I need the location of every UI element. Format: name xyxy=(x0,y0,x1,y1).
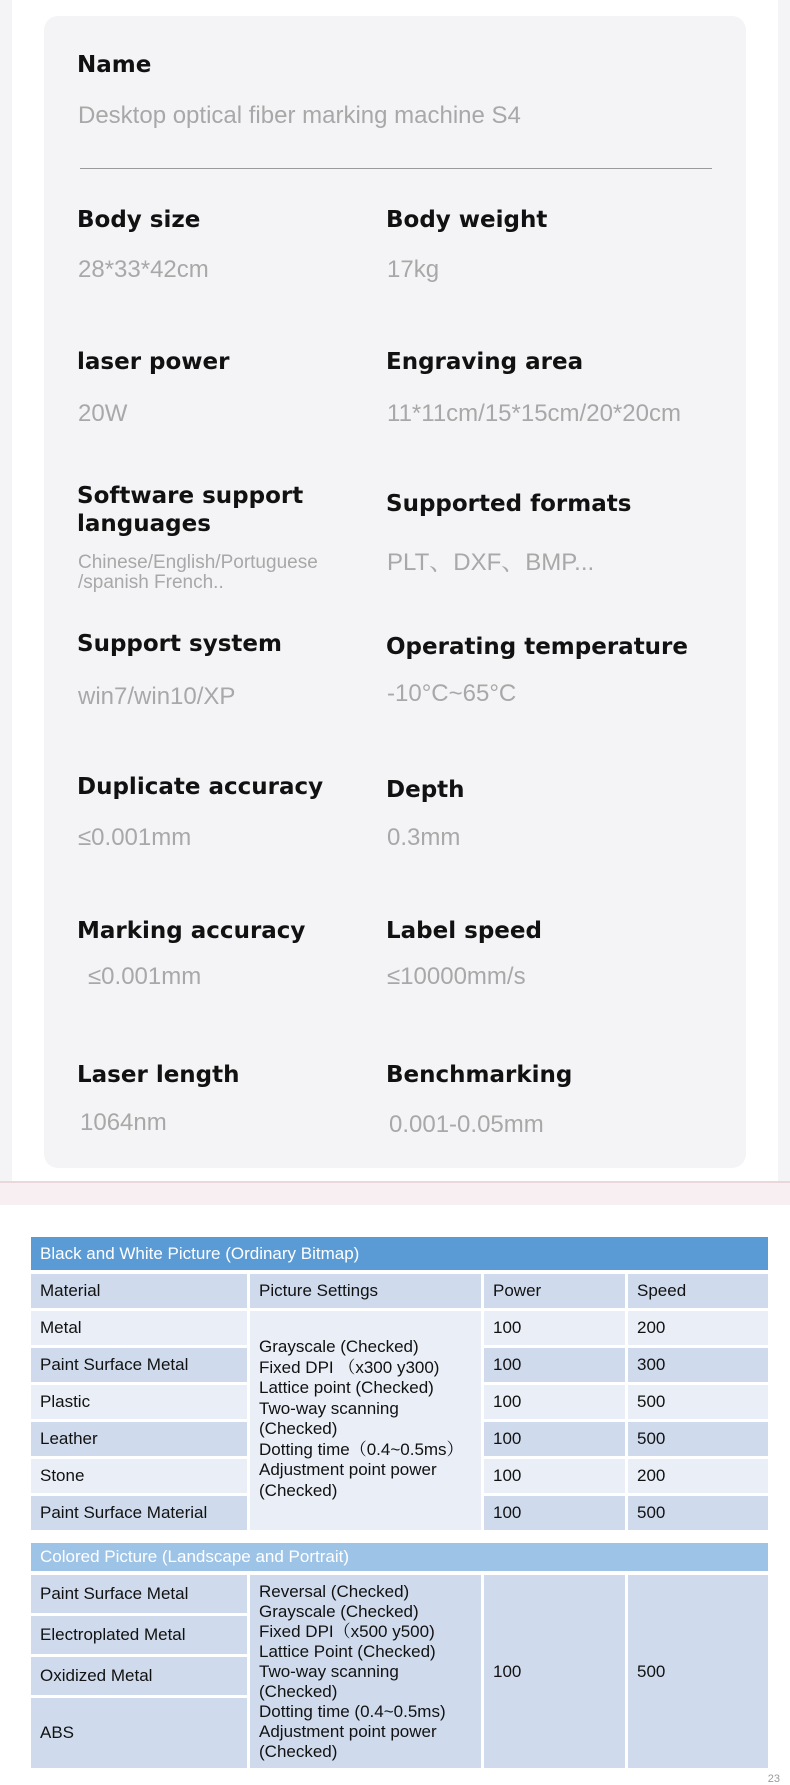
engraving-area-label: Engraving area xyxy=(386,349,584,375)
engraving-area-value: 11*11cm/15*15cm/20*20cm xyxy=(387,400,681,427)
right-margin-strip xyxy=(778,0,790,1181)
table2-setting-line: Adjustment point power xyxy=(259,1721,437,1741)
table1-material-cell: Plastic xyxy=(31,1385,247,1419)
table1-setting-line: Lattice point (Checked) xyxy=(259,1378,434,1397)
depth-value: 0.3mm xyxy=(387,824,461,851)
operating-temperature-value: -10°C~65°C xyxy=(387,680,517,707)
table2-setting-line: Reversal (Checked) xyxy=(259,1581,410,1601)
table1-power-cell: 100 xyxy=(484,1496,625,1530)
software-languages-label-line2: languages xyxy=(77,511,211,537)
laser-length-label: Laser length xyxy=(77,1062,240,1088)
table1-power-cell: 100 xyxy=(484,1385,625,1419)
table2-material-cell: ABS xyxy=(31,1698,247,1768)
page-number: 23 xyxy=(767,1773,780,1785)
body-weight-label: Body weight xyxy=(386,207,548,233)
supported-formats-label: Supported formats xyxy=(386,491,632,517)
divider xyxy=(80,168,712,169)
software-languages-label-line1: Software support xyxy=(77,483,304,509)
benchmarking-value: 0.001-0.05mm xyxy=(389,1111,544,1138)
table1-setting-line: (Checked) xyxy=(259,1419,338,1438)
table2-setting-line: Two-way scanning xyxy=(259,1661,399,1681)
laser-power-value: 20W xyxy=(78,400,128,427)
table2-title: Colored Picture (Landscape and Portrait) xyxy=(31,1543,768,1571)
table1-material-cell: Paint Surface Material xyxy=(31,1496,247,1530)
table1-power-cell: 100 xyxy=(484,1422,625,1456)
name-label: Name xyxy=(77,52,152,78)
label-speed-value: ≤10000mm/s xyxy=(387,963,526,990)
table2-speed-cell: 500 xyxy=(628,1575,768,1768)
body-weight-value: 17kg xyxy=(387,256,440,283)
table2-material-cell: Paint Surface Metal xyxy=(31,1575,247,1613)
operating-temperature-label: Operating temperature xyxy=(386,634,688,660)
duplicate-accuracy-label: Duplicate accuracy xyxy=(77,774,324,800)
software-languages-value-line1: Chinese/English/Portuguese xyxy=(78,552,318,573)
section-separator xyxy=(0,1181,790,1205)
table1-material-cell: Leather xyxy=(31,1422,247,1456)
table1-settings-cell xyxy=(250,1311,481,1530)
table1-material-cell: Metal xyxy=(31,1311,247,1345)
body-size-value: 28*33*42cm xyxy=(78,256,209,283)
depth-label: Depth xyxy=(386,777,465,803)
table2-settings-cell xyxy=(250,1575,481,1768)
table1-speed-cell: 500 xyxy=(628,1385,768,1419)
table1-header-settings: Picture Settings xyxy=(250,1274,481,1308)
table1-power-cell: 100 xyxy=(484,1459,625,1493)
table2-setting-line: Grayscale (Checked) xyxy=(259,1601,419,1621)
table2-setting-line: Dotting time (0.4~0.5ms) xyxy=(259,1701,446,1721)
table2-setting-line: Lattice Point (Checked) xyxy=(259,1641,436,1661)
duplicate-accuracy-value: ≤0.001mm xyxy=(78,824,192,851)
table1-setting-line: Grayscale (Checked) xyxy=(259,1337,419,1356)
table1-header-material: Material xyxy=(31,1274,247,1308)
left-margin-strip xyxy=(0,0,12,1181)
body-size-label: Body size xyxy=(77,207,201,233)
table1-speed-cell: 500 xyxy=(628,1496,768,1530)
table1-header-speed: Speed xyxy=(628,1274,768,1308)
table2-setting-line: (Checked) xyxy=(259,1741,338,1761)
table2-material-cell: Electroplated Metal xyxy=(31,1616,247,1654)
table1-power-cell: 100 xyxy=(484,1348,625,1382)
table2-material-cell: Oxidized Metal xyxy=(31,1657,247,1695)
table1-speed-cell: 200 xyxy=(628,1459,768,1493)
table1-setting-line: Adjustment point power xyxy=(259,1460,437,1479)
table1-speed-cell: 200 xyxy=(628,1311,768,1345)
table1-material-cell: Stone xyxy=(31,1459,247,1493)
table2-setting-line: Fixed DPI（x500 y500) xyxy=(259,1621,435,1641)
table1-title: Black and White Picture (Ordinary Bitmap) xyxy=(31,1237,768,1270)
table1-setting-line: Fixed DPI （x300 y300) xyxy=(259,1357,440,1377)
table1-setting-line: (Checked) xyxy=(259,1480,338,1500)
software-languages-value-line2: /spanish French.. xyxy=(78,572,224,593)
marking-accuracy-value: ≤0.001mm xyxy=(88,963,202,990)
table2-power-cell: 100 xyxy=(484,1575,625,1768)
table1-header-power: Power xyxy=(484,1274,625,1308)
support-system-value: win7/win10/XP xyxy=(78,683,236,710)
table1-power-cell: 100 xyxy=(484,1311,625,1345)
support-system-label: Support system xyxy=(77,631,282,657)
laser-length-value: 1064nm xyxy=(80,1109,167,1136)
name-value: Desktop optical fiber marking machine S4 xyxy=(78,102,521,129)
table1-setting-line: Dotting time（0.4~0.5ms） xyxy=(259,1439,464,1459)
supported-formats-value: PLT、DXF、BMP... xyxy=(387,549,595,576)
table1-speed-cell: 300 xyxy=(628,1348,768,1382)
table2-setting-line: (Checked) xyxy=(259,1681,338,1701)
label-speed-label: Label speed xyxy=(386,918,542,944)
table1-speed-cell: 500 xyxy=(628,1422,768,1456)
benchmarking-label: Benchmarking xyxy=(386,1062,573,1088)
marking-accuracy-label: Marking accuracy xyxy=(77,918,306,944)
table1-material-cell: Paint Surface Metal xyxy=(31,1348,247,1382)
laser-power-label: laser power xyxy=(77,349,230,375)
table1-setting-line: Two-way scanning xyxy=(259,1398,399,1418)
